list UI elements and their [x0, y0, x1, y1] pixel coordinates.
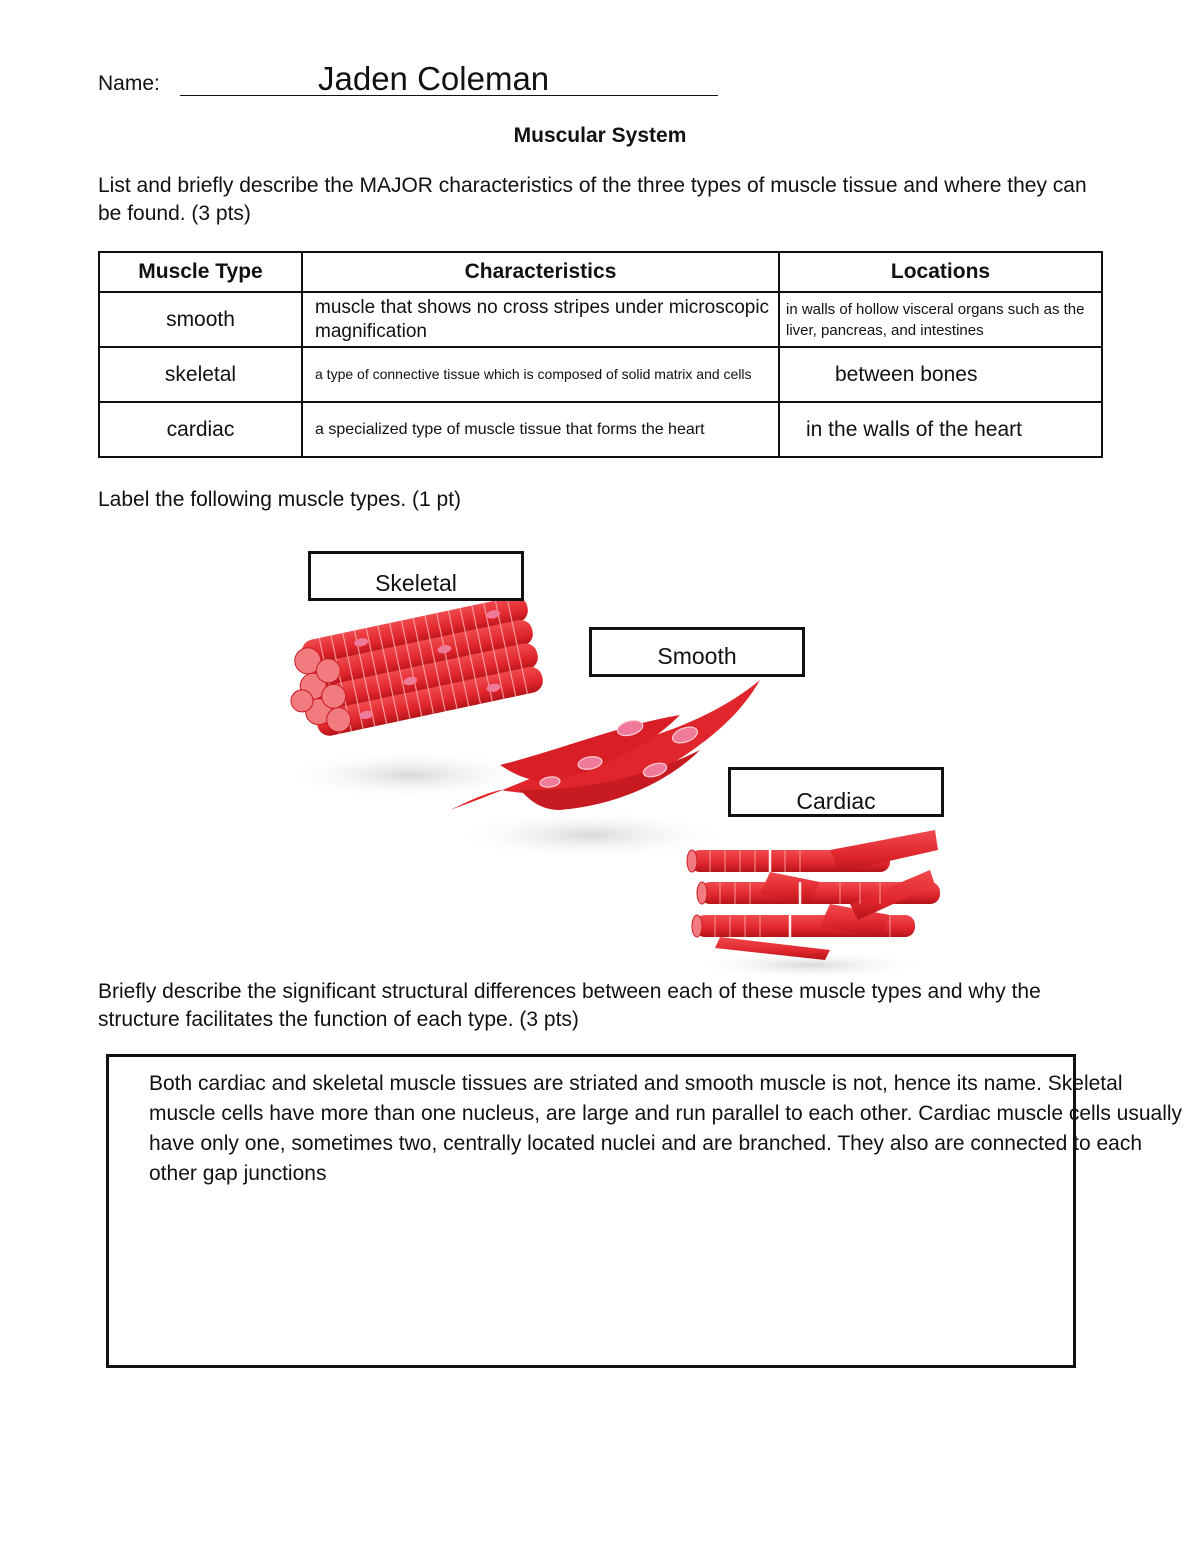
cell-locations[interactable]: in walls of hollow visceral organs such as the liver, pancreas, and intestines — [779, 292, 1102, 347]
table-row — [99, 347, 1102, 402]
cell-characteristics[interactable]: muscle that shows no cross stripes under microscopic magnification — [302, 292, 779, 347]
cell-characteristics[interactable]: a specialized type of muscle tissue that forms the heart — [302, 402, 779, 457]
cell-characteristics[interactable]: a type of connective tissue which is composed of solid matrix and cells — [302, 347, 779, 402]
header-locations: Locations — [779, 252, 1102, 292]
table-header-row — [99, 252, 1102, 292]
table-row — [99, 402, 1102, 457]
label-cardiac[interactable]: Cardiac — [728, 767, 944, 817]
cell-locations[interactable]: in the walls of the heart — [779, 402, 1102, 457]
question-3-prompt: Briefly describe the significant structural differences between each of these muscle types and why the structure facilitates the function of each type. (3 pts) — [98, 980, 1041, 1031]
question-1-prompt: List and briefly describe the MAJOR characteristics of the three types of muscle tissue and where they can be found. (3 pts) — [98, 174, 1087, 225]
name-label: Name: — [98, 72, 160, 95]
question-2-prompt: Label the following muscle types. (1 pt) — [98, 488, 462, 511]
cell-locations[interactable]: between bones — [779, 347, 1102, 402]
answer-text[interactable]: Both cardiac and skeletal muscle tissues are striated and smooth muscle is not, hence its name. Skeletal muscle cells have more than one nucleus, are large and run parallel to each other. Cardiac muscle cells usually have only one, sometimes two, centrally located nuclei and are branched. They also are connected to each other gap junctions — [149, 1072, 1183, 1185]
cell-type[interactable]: smooth — [99, 292, 302, 347]
label-smooth[interactable]: Smooth — [589, 627, 805, 677]
label-skeletal[interactable]: Skeletal — [308, 551, 524, 601]
muscle-types-table — [98, 251, 1103, 458]
table-row — [99, 292, 1102, 347]
cell-type[interactable]: skeletal — [99, 347, 302, 402]
cell-type[interactable]: cardiac — [99, 402, 302, 457]
header-characteristics: Characteristics — [302, 252, 779, 292]
name-value[interactable]: Jaden Coleman — [318, 60, 550, 97]
header-muscle-type: Muscle Type — [99, 252, 302, 292]
cardiac-muscle-illustration — [680, 820, 960, 980]
page-title: Muscular System — [513, 124, 687, 147]
